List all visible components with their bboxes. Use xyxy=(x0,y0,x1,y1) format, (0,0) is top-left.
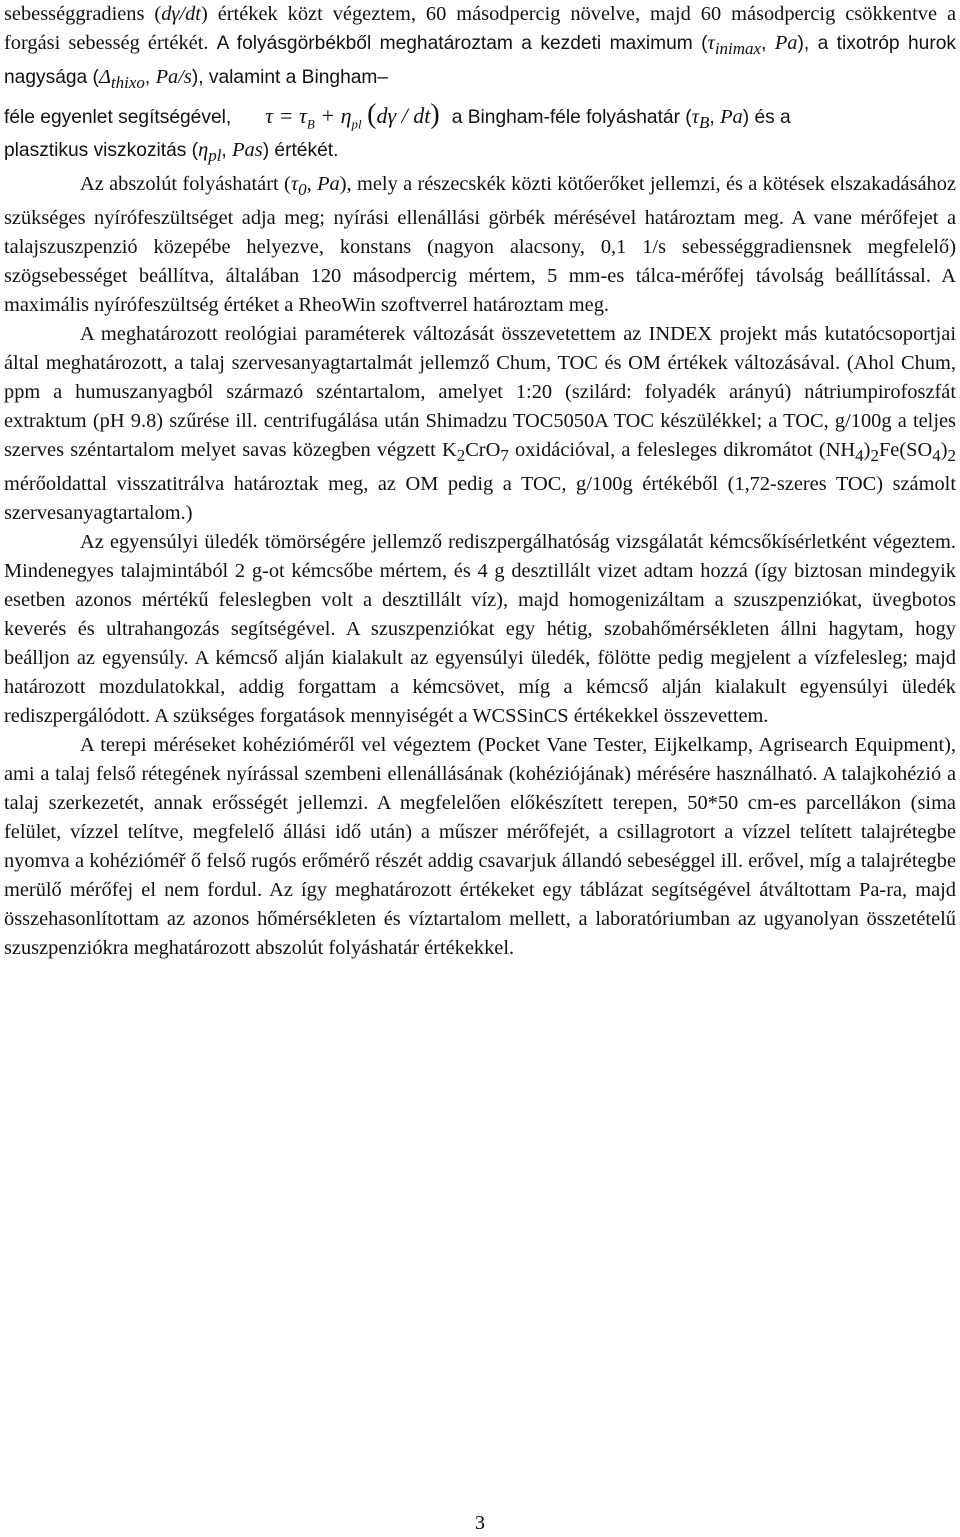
paragraph-parameters-comparison: A meghatározott reológiai paraméterek változását összevetettem az INDEX projekt más kutatócsoportjai által meghatározott, a talaj szervesanyagtartalmát jellemző Chum, TOC és OM értékek változásával. (Ahol Chum, ppm a humuszanyagból származó széntartalom, amelyet 1:20 (szilárd: folyadék arányú) nátriumpirofoszfát extraktum (pH 9.8) szűrése ill. centrifugálása után Shimadzu TOC5050A TOC készülékkel; a TOC, g/100g a teljes szerves széntartalom melyet savas közegben végzett $K_2CrO_7$ oxidációval, a felesleges dikromátot $(NH_4)_2Fe(SO_4)_2$ mérőoldattal visszatitrálva határoztak meg, az OM pedig a TOC, g/100g értékéből (1,72-szeres TOC) számolt szervesanyagtartalom.) xyxy=(4,323,956,525)
paragraph-plastic-viscosity: plasztikus viszkozitás ($\eta_{pl}$, Pas) értékét. xyxy=(4,139,339,166)
paragraph-redispersibility: Az egyensúlyi üledék tömörségére jellemző rediszpergálhatóság vizsgálatát kémcsőkísérletként végeztem. Mindenegyes talajmintából 2 g-ot kémcsőbe mértem, és 4 g desztillált vizet adtam hozzá (így biztosan mindegyik esetben azonos mértékű feleslegben volt a desztillált víz), majd homogenizáltam a szuszpenziókat, üvegbotos keverés és ultrahangozás segítségével. A szuszpenziókat egy hétig, szobahőmérsékleten állni hagytam, hogy beálljon az egyensúly. A kémcső alján kialakult az egyensúlyi üledék, fölötte pedig megjelent a vízfelesleg; majd határozott mozdulatokkal, addig forgattam a kémcsövet, míg a kémcső alján kialakult egyensúlyi üledék rediszpergálódott. A szükséges forgatások mennyiségét a WCSSinCS értékekkel összevettem. xyxy=(4,531,956,728)
page-number: 3 xyxy=(475,1512,485,1534)
paragraph-absolute-yield: Az abszolút folyáshatárt ($\tau_0$, Pa), mely a részecskék közti kötőerőket jellemzi, és a kötések elszakadásához szükséges nyírófeszültséget adja meg; nyírási ellenállási görbék mérésével határoztam meg. A vane mérőfejet a talajszuszpenzió közepébe helyezve, konstans (nagyon alacsony, 0,1 1/s sebességgradiensnek megfelelő) szögsebességet beállítva, általában 120 másodpercig mértem, 5 mm-es tálca-mérőfej távolság beállítással. A maximális nyírófeszültség értéket a RheoWin szoftverrel határoztam meg. xyxy=(4,173,956,317)
bingham-formula: $\tau = \tau_B + \eta_{pl}$ (dγ / dt) xyxy=(265,99,440,132)
paragraph-field-measurements: A terepi méréseket kohézióméről vel végeztem (Pocket Vane Tester, Eijkelkamp, Agrisearch Equipment), ami a talaj felső rétegének nyírással szembeni ellenállásának (kohéziójának) mérésére használható. A talajkohézió a talaj szerkezetét, annak erősségét jellemzi. A megfelelően előkészített terepen, 50*50 cm-es parcellákon (sima felület, vízzel telítve, megfelelő állási idő után) a műszer mérőfejét, a csillagrotort a vízzel telített talajrétegbe nyomva a kohézióméř ő felső rugós erőmérő részét addig csavarjuk állandó sebeséggel ill. erővel, míg a talajrétegbe merülő mérőfej el nem fordul. Az így meghatározott értékeket egy táblázat segítségével átváltottam Pa-ra, majd összehasonlítottam az azonos hőmérsékleten és víztartalom mellett, a laboratóriumban az ugyanolyan összetételű szuszpenziókra meghatározott abszolút folyáshatár értékekkel. xyxy=(4,734,956,960)
formula-line: féle egyenlet segítségével, $\tau = \tau_B + \eta_{pl}$ (dγ / dt) a Bingham-féle folyáshatár ($\tau_B$, Pa) és a xyxy=(4,99,791,133)
paragraph-rheology-intro: sebességgradiens (dγ/dt) értékek közt végeztem, 60 másodpercig növelve, majd 60 másodpercig csökkentve a forgási sebesség értékét. A folyásgörbékből meghatároztam a kezdeti maximum ($\tau_{inimax}$, Pa), a tixotróp hurok nagysága ($\Delta_{thixo}$, Pa/s), valamint a Bingham– xyxy=(4,3,957,93)
document-page xyxy=(4,0,956,963)
